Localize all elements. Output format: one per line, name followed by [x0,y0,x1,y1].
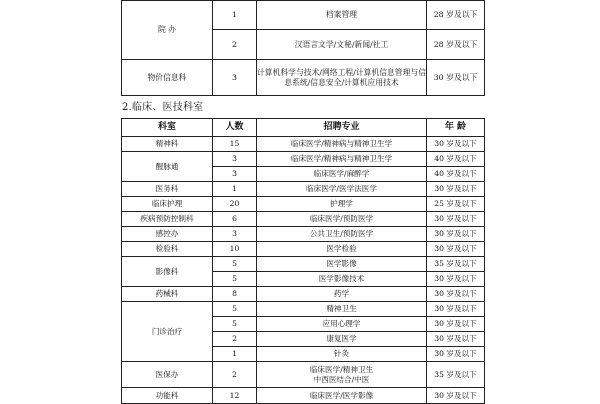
count-cell: 6 [213,212,257,227]
count-cell: 1 [213,1,257,30]
age-cell: 40 岁及以下 [427,152,485,167]
count-cell: 1 [213,182,257,197]
count-cell: 5 [213,272,257,287]
major-cell: 临床医学/医学法医学 [257,182,427,197]
header-major: 招聘专业 [257,119,427,137]
table-row [122,257,485,272]
age-cell: 30 岁及以下 [427,388,485,404]
clinical-recruitment-table [121,118,485,404]
age-cell: 28 岁及以下 [427,1,485,30]
count-cell: 5 [213,302,257,317]
age-cell: 40 岁及以下 [427,167,485,182]
count-cell: 10 [213,242,257,257]
count-cell: 3 [213,152,257,167]
table-row [122,182,485,197]
dept-cell: 影像科 [122,257,213,287]
dept-cell: 疾病预防控制科 [122,212,213,227]
major-cell: 医学检验 [257,242,427,257]
major-cell: 药学 [257,287,427,302]
major-cell: 精神卫生 [257,302,427,317]
table-row [122,60,485,96]
dept-cell: 医务科 [122,182,213,197]
table-row [122,152,485,167]
count-cell: 3 [213,60,257,96]
major-cell: 针灸 [257,347,427,362]
major-cell: 公共卫生/预防医学 [257,227,427,242]
age-cell: 30 岁及以下 [427,272,485,287]
count-cell: 8 [213,287,257,302]
dept-cell: 临床护理 [122,197,213,212]
age-cell: 35 岁及以下 [427,257,485,272]
major-cell: 临床医学/预防医学 [257,212,427,227]
age-cell: 30 岁及以下 [427,182,485,197]
major-cell: 汉语言文学/文秘/新闻/社工 [257,30,427,60]
table-row [122,242,485,257]
major-cell: 临床医学/精神病与精神卫生学 [257,137,427,152]
major-cell: 档案管理 [257,1,427,30]
count-cell: 2 [213,332,257,347]
table-row [122,227,485,242]
table-row [122,388,485,404]
age-cell: 30 岁及以下 [427,227,485,242]
count-cell: 5 [213,317,257,332]
table-row [122,287,485,302]
major-cell: 应用心理学 [257,317,427,332]
major-cell: 医学影像技术 [257,272,427,287]
age-cell: 25 岁及以下 [427,197,485,212]
major-cell: 护理学 [257,197,427,212]
count-cell: 2 [213,30,257,60]
table-row [122,362,485,388]
major-cell: 医学影像 [257,257,427,272]
count-cell: 2 [213,362,257,388]
table-row [122,137,485,152]
count-cell: 3 [213,167,257,182]
major-cell: 临床医学/精神病与精神卫生学 [257,152,427,167]
dept-cell: 检验科 [122,242,213,257]
count-cell: 3 [213,227,257,242]
section-heading: 2.临床、医技科室 [122,102,204,113]
age-cell: 30 岁及以下 [427,347,485,362]
dept-cell: 功能科 [122,388,213,404]
major-cell: 临床医学/精神卫生 中西医结合/中医 [257,362,427,388]
dept-cell: 物价信息科 [122,60,213,96]
dept-cell: 院 办 [122,1,213,60]
age-cell: 30 岁及以下 [427,302,485,317]
major-cell: 临床医学/医学影像 [257,388,427,404]
age-cell: 30 岁及以下 [427,242,485,257]
age-cell: 30 岁及以下 [427,212,485,227]
table-row [122,197,485,212]
age-cell: 28 岁及以下 [427,30,485,60]
dept-cell: 药械科 [122,287,213,302]
header-row [122,119,485,137]
major-cell: 康复医学 [257,332,427,347]
count-cell: 12 [213,388,257,404]
major-cell: 临床医学/麻醉学 [257,167,427,182]
admin-recruitment-table [121,0,485,96]
count-cell: 5 [213,257,257,272]
age-cell: 30 岁及以下 [427,287,485,302]
dept-cell: 醒脉通 [122,152,213,182]
table-row [122,212,485,227]
count-cell: 15 [213,137,257,152]
age-cell: 30 岁及以下 [427,332,485,347]
header-age: 年 龄 [427,119,485,137]
dept-cell: 医保办 [122,362,213,388]
table-row [122,302,485,317]
header-dept: 科室 [122,119,213,137]
count-cell: 20 [213,197,257,212]
age-cell: 30 岁及以下 [427,317,485,332]
table-row [122,1,485,30]
dept-cell: 精神科 [122,137,213,152]
dept-cell: 感控办 [122,227,213,242]
age-cell: 35 岁及以下 [427,362,485,388]
age-cell: 30 岁及以下 [427,60,485,96]
count-cell: 1 [213,347,257,362]
age-cell: 30 岁及以下 [427,137,485,152]
dept-cell: 门诊治疗 [122,302,213,362]
major-cell: 计算机科学与技术/网络工程/计算机信息管理与信息系统/信息安全/计算机应用技术 [257,60,427,96]
header-count: 人数 [213,119,257,137]
